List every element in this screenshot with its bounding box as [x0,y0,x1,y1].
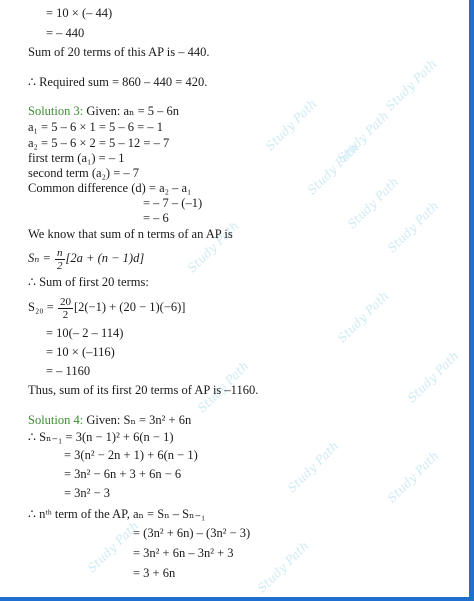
fraction-denominator: 2 [57,259,63,272]
watermark: Study Path [304,140,362,198]
s20-formula [28,292,185,322]
equation-line: = – 6 [143,211,169,225]
equation-line: = 3n² + 6n – 3n² + 3 [133,546,234,560]
equation-line: = 10 × (–116) [46,345,115,359]
fraction-numerator: 20 [59,295,71,308]
solution-label: Solution 4: [28,413,84,427]
watermark: Study Path [404,348,462,406]
equation-line: = 3n² − 6n + 3 + 6n − 6 [64,467,182,481]
watermark: Study Path [334,288,392,346]
equation-line: a₁ = 5 – 6 × 1 = 5 – 6 = – 1 [28,120,163,134]
text-line: Sum of 20 terms of this AP is – 440. [28,45,210,59]
sn-formula [28,244,144,272]
fraction-numerator: n [57,246,63,259]
given-text: Given: Sₙ = 3n² + 6n [83,413,192,427]
fraction [58,296,73,321]
page-border-bottom [0,597,474,601]
equation-line: = 3n² − 3 [64,486,110,500]
watermark: Study Path [384,448,442,506]
text-line: Common difference (d) = a₂ – a₁ [28,181,192,195]
equation-line: a₂ = 5 – 6 × 2 = 5 – 12 = – 7 [28,136,170,150]
text-line: second term (a₂) = – 7 [28,166,140,180]
text-line: ∴ Required sum = 860 – 440 = 420. [28,75,208,89]
equation-line: = 10(– 2 – 114) [46,326,124,340]
watermark: Study Path [84,518,142,576]
watermark: Study Path [194,358,252,416]
equation-line: = – 1160 [46,364,91,378]
formula-rhs: [2(−1) + (20 − 1)(−6)] [73,300,186,314]
fraction [55,247,65,272]
fraction-denominator: 2 [62,308,69,321]
given-text: Given: aₙ = 5 – 6n [83,104,179,118]
equation-line: = (3n² + 6n) – (3n² − 3) [133,526,251,540]
equation-line: = 3 + 6n [133,566,176,580]
equation-line: = 3(n² − 2n + 1) + 6(n − 1) [64,448,198,462]
watermark: Study Path [284,438,342,496]
text-line: ∴ nᵗʰ term of the AP, aₙ = Sₙ – Sₙ₋₁ [28,507,206,521]
solution-4-heading [28,413,191,428]
text-line: Thus, sum of its first 20 terms of AP is –1160. [28,383,259,397]
equation-line: = – 7 – (–1) [143,196,203,210]
watermark: Study Path [334,108,392,166]
watermark: Study Path [344,174,402,232]
text-line: ∴ Sum of first 20 terms: [28,275,149,289]
watermark: Study Path [382,56,440,114]
page-border-right [469,0,474,601]
watermark: Study Path [184,218,242,276]
text-line: We know that sum of n terms of an AP is [28,227,233,241]
formula-rhs: [2a + (n − 1)d] [65,251,145,265]
formula-lhs: S₂₀ = [28,300,57,314]
solution-3-heading [28,104,179,119]
text-line: first term (a₁) = – 1 [28,151,125,165]
watermark: Study Path [254,538,312,596]
equation-line: ∴ Sₙ₋₁ = 3(n − 1)² + 6(n − 1) [28,430,174,444]
formula-lhs: Sₙ = [28,251,55,265]
watermark: Study Path [384,198,442,256]
watermark: Study Path [262,96,320,154]
equation-line: = 10 × (– 44) [46,6,113,20]
solution-label: Solution 3: [28,104,84,118]
equation-line: = – 440 [46,26,85,40]
